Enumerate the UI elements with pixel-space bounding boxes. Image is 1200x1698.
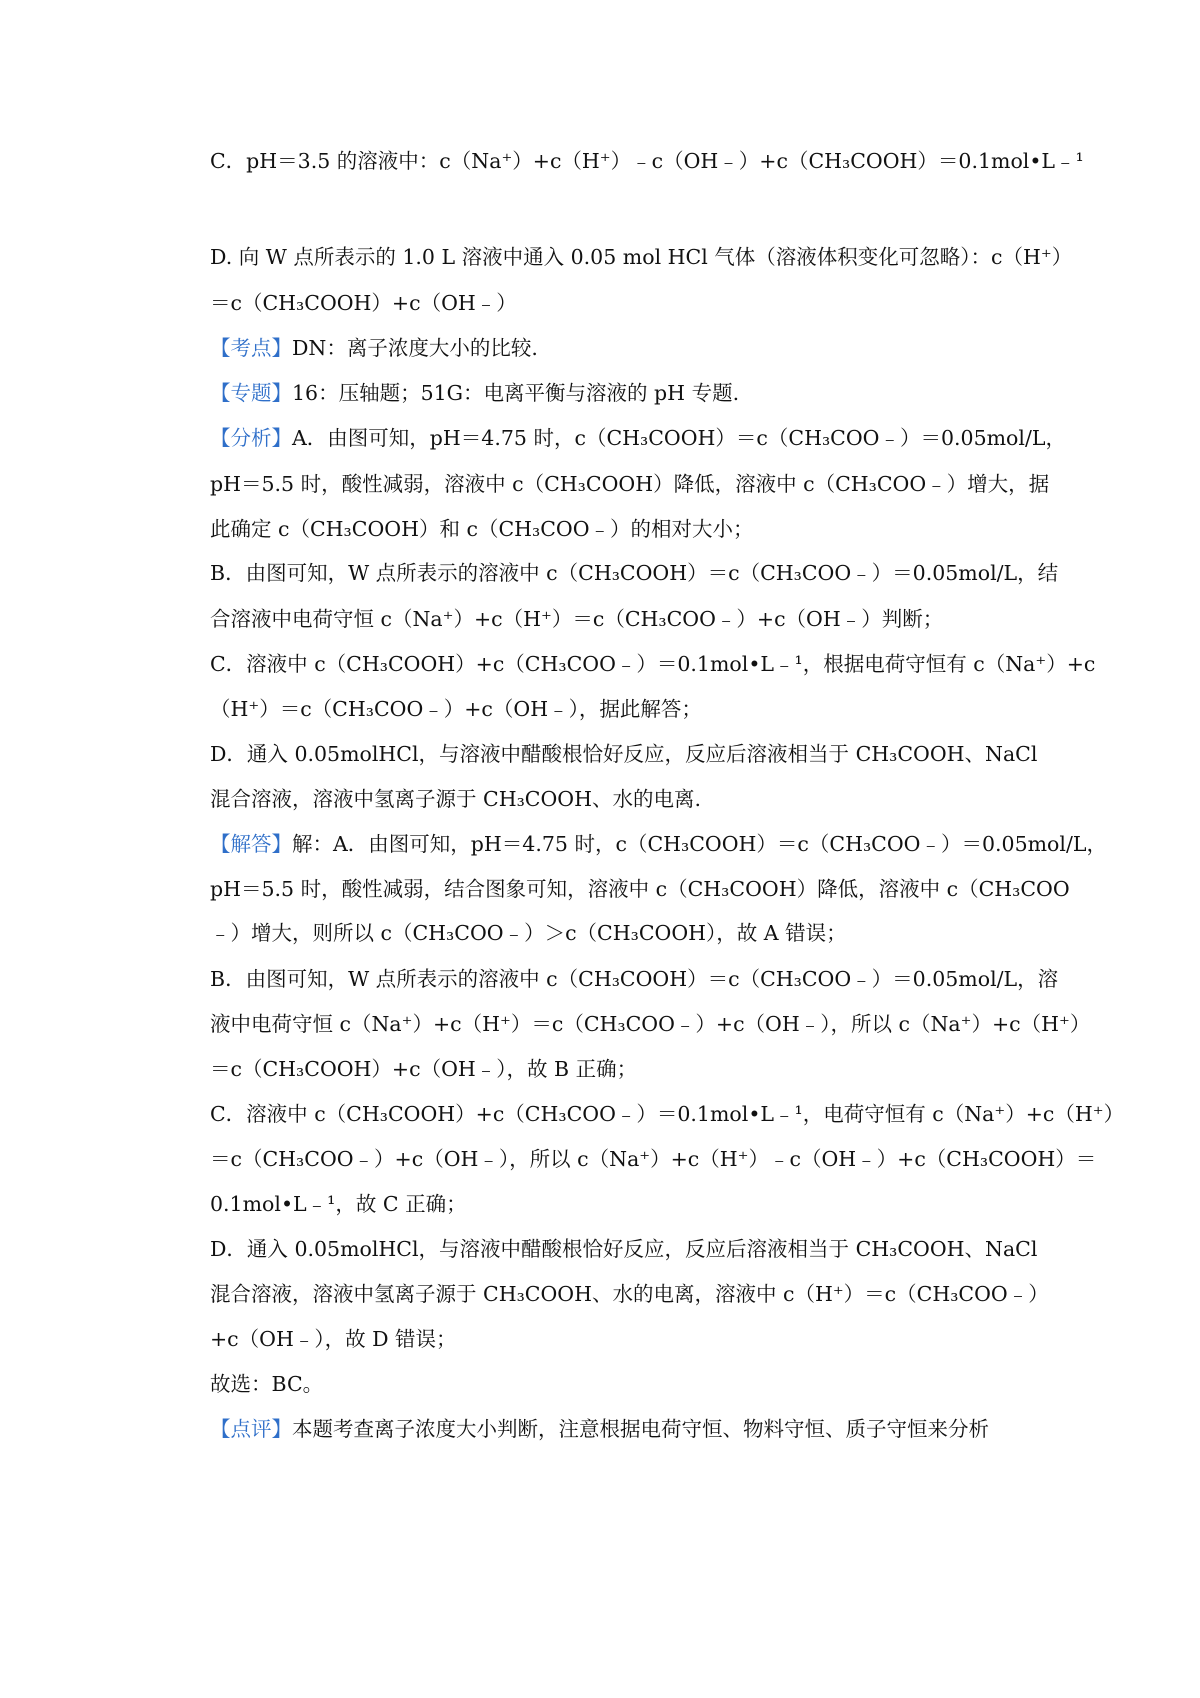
dianping-tag: 【点评】 [210, 1417, 292, 1441]
option-d-line-1 [210, 242, 1073, 272]
answer-text: 故选：BC。 [210, 1372, 324, 1396]
jieda-line-10 [210, 1234, 1038, 1264]
fenxi-line-6 [210, 649, 1096, 679]
jieda-text-1: 解：A．由图可知，pH＝4.75 时，c（CH₃COOH）＝c（CH₃COO﹣）＝0.05mol/L， [292, 832, 1107, 856]
zhuanti-text: 16：压轴题；51G：电离平衡与溶液的 pH 专题. [292, 381, 740, 405]
fenxi-line-2 [210, 469, 1050, 499]
jieda-text-9: 0.1mol•L﹣¹，故 C 正确； [210, 1192, 467, 1216]
kaodian-line [210, 333, 1030, 363]
option-d-text-1: D. 向 W 点所表示的 1.0 L 溶液中通入 0.05 mol HCl 气体（溶液体积变化可忽略）：c（H⁺） [210, 245, 1073, 269]
option-c-text: C．pH＝3.5 的溶液中：c（Na⁺）+c（H⁺）﹣c（OH﹣）+c（CH₃COOH）＝0.1mol•L﹣¹ [210, 149, 1084, 173]
jieda-line-1 [210, 829, 1107, 859]
jieda-text-2: pH＝5.5 时，酸性减弱，结合图象可知，溶液中 c（CH₃COOH）降低，溶液中 c（CH₃COO [210, 877, 1070, 901]
fenxi-line-3 [210, 514, 1030, 544]
jieda-text-7: C．溶液中 c（CH₃COOH）+c（CH₃COO﹣）＝0.1mol•L﹣¹，电荷守恒有 c（Na⁺）+c（H⁺） [210, 1102, 1125, 1126]
jieda-text-10: D．通入 0.05molHCl，与溶液中醋酸根恰好反应，反应后溶液相当于 CH₃COOH、NaCl [210, 1237, 1038, 1261]
fenxi-text-4: B．由图可知，W 点所表示的溶液中 c（CH₃COOH）＝c（CH₃COO﹣）＝0.05mol/L，结 [210, 561, 1059, 585]
jieda-text-8: ＝c（CH₃COO﹣）+c（OH﹣），所以 c（Na⁺）+c（H⁺）﹣c（OH﹣）+c（CH₃COOH）＝ [210, 1147, 1097, 1171]
fenxi-text-1: A．由图可知，pH＝4.75 时，c（CH₃COOH）＝c（CH₃COO﹣）＝0.05mol/L， [292, 426, 1066, 450]
jieda-line-2 [210, 874, 1070, 904]
fenxi-line-5 [210, 604, 1030, 634]
jieda-line-6 [210, 1054, 1030, 1084]
jieda-text-4: B．由图可知，W 点所表示的溶液中 c（CH₃COOH）＝c（CH₃COO﹣）＝0.05mol/L，溶 [210, 967, 1059, 991]
option-d-line-2 [210, 288, 1030, 318]
fenxi-tag: 【分析】 [210, 426, 292, 450]
jieda-text-5: 液中电荷守恒 c（Na⁺）+c（H⁺）＝c（CH₃COO﹣）+c（OH﹣），所以 c（Na⁺）+c（H⁺） [210, 1012, 1091, 1036]
jieda-tag: 【解答】 [210, 832, 292, 856]
zhuanti-tag: 【专题】 [210, 381, 292, 405]
fenxi-line-7 [210, 694, 1030, 724]
kaodian-text: DN：离子浓度大小的比较. [292, 336, 538, 360]
dianping-line [210, 1414, 1030, 1444]
jieda-text-6: ＝c（CH₃COOH）+c（OH﹣），故 B 正确； [210, 1057, 638, 1081]
jieda-line-3 [210, 918, 1030, 948]
fenxi-line-1 [210, 423, 1066, 453]
option-d-text-2: ＝c（CH₃COOH）+c（OH﹣） [210, 291, 517, 315]
fenxi-line-8 [210, 739, 1038, 769]
zhuanti-line [210, 378, 1030, 408]
jieda-line-7 [210, 1099, 1125, 1129]
fenxi-text-3: 此确定 c（CH₃COOH）和 c（CH₃COO﹣）的相对大小； [210, 517, 754, 541]
fenxi-line-4 [210, 558, 1059, 588]
jieda-line-9 [210, 1189, 1030, 1219]
jieda-line-12 [210, 1324, 1030, 1354]
fenxi-line-9 [210, 784, 1030, 814]
fenxi-text-7: （H⁺）＝c（CH₃COO﹣）+c（OH﹣），据此解答； [210, 697, 702, 721]
jieda-text-12: +c（OH﹣），故 D 错误； [210, 1327, 457, 1351]
jieda-text-11: 混合溶液，溶液中氢离子源于 CH₃COOH、水的电离，溶液中 c（H⁺）＝c（CH₃COO﹣） [210, 1282, 1049, 1306]
option-c-line [210, 146, 1084, 176]
fenxi-text-6: C．溶液中 c（CH₃COOH）+c（CH₃COO﹣）＝0.1mol•L﹣¹，根据电荷守恒有 c（Na⁺）+c [210, 652, 1096, 676]
jieda-text-3: ﹣）增大，则所以 c（CH₃COO﹣）＞c（CH₃COOH），故 A 错误； [210, 921, 847, 945]
dianping-text: 本题考查离子浓度大小判断，注意根据电荷守恒、物料守恒、质子守恒来分析 [292, 1417, 989, 1441]
fenxi-text-9: 混合溶液，溶液中氢离子源于 CH₃COOH、水的电离. [210, 787, 701, 811]
fenxi-text-2: pH＝5.5 时，酸性减弱，溶液中 c（CH₃COOH）降低，溶液中 c（CH₃COO﹣）增大，据 [210, 472, 1050, 496]
fenxi-text-5: 合溶液中电荷守恒 c（Na⁺）+c（H⁺）＝c（CH₃COO﹣）+c（OH﹣）判断； [210, 607, 944, 631]
answer-line [210, 1369, 1030, 1399]
fenxi-text-8: D．通入 0.05molHCl，与溶液中醋酸根恰好反应，反应后溶液相当于 CH₃COOH、NaCl [210, 742, 1038, 766]
jieda-line-8 [210, 1144, 1097, 1174]
jieda-line-11 [210, 1279, 1049, 1309]
kaodian-tag: 【考点】 [210, 336, 292, 360]
jieda-line-5 [210, 1009, 1091, 1039]
jieda-line-4 [210, 964, 1059, 994]
